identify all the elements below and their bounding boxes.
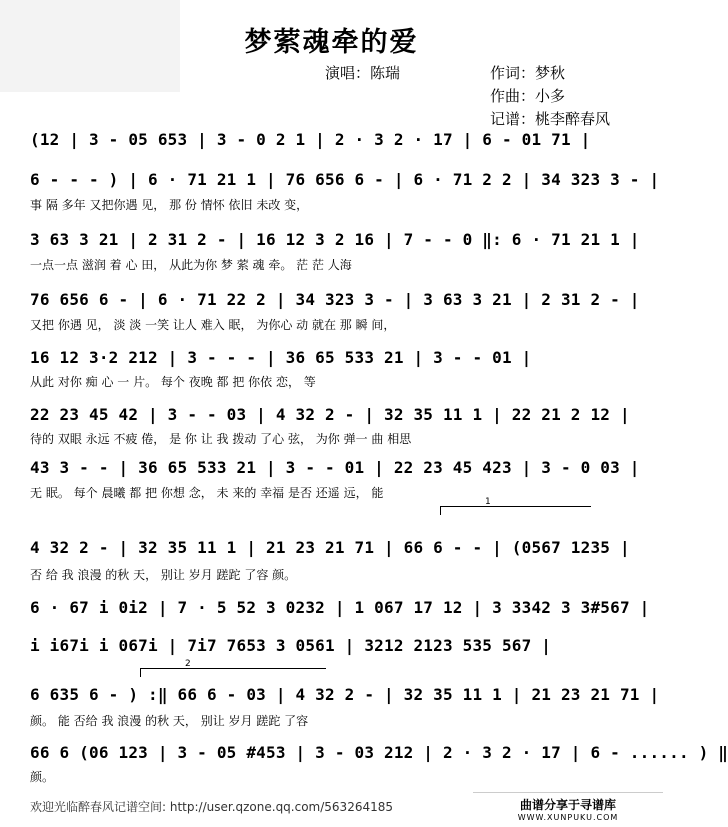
volta-label: 2	[185, 659, 191, 669]
lyric-line: 待的 双眼 永远 不疲 倦， 是 你 让 我 拨动 了心 弦， 为你 弹一 曲 相思	[30, 432, 412, 446]
score-line: 4 32 2 - | 32 35 11 1 | 21 23 21 71 | 66 6 - - | (0567 1235 |	[30, 538, 630, 557]
volta-bracket-1	[440, 497, 591, 515]
lyric-line: 颜。	[30, 770, 55, 784]
song-title: 梦萦魂牵的爱	[244, 27, 419, 58]
logo-main-text: 曲谱分享于寻谱库	[519, 798, 616, 812]
lyric-line: 又把 你遇 见， 淡 淡 一笑 让人 难入 眠， 为你心 动 就在 那 瞬 间，	[30, 318, 396, 332]
site-logo	[473, 792, 663, 827]
lyricist-credit: 作词：梦秋	[490, 64, 566, 82]
score-line: 16 12 3·2 212 | 3 - - - | 36 65 533 21 | 3 - - 01 |	[30, 348, 532, 367]
singer-credit: 演唱：陈瑞	[325, 64, 401, 82]
lyric-line: 颜。 能 否给 我 浪漫 的秋 天， 别让 岁月 蹉跎 了容	[30, 714, 309, 728]
score-line: 3 63 3 21 | 2 31 2 - | 16 12 3 2 16 | 7 - - 0 ‖: 6 · 71 21 1 |	[30, 230, 640, 249]
lyric-line: 一点一点 滋润 着 心 田， 从此为你 梦 萦 魂 牵。 茫 茫 人海	[30, 258, 352, 272]
logo-sub-text: WWW.XUNPUKU.COM	[517, 813, 619, 822]
volta-bracket-2	[140, 659, 326, 677]
score-line: 6 · 67 i 0i2 | 7 · 5 52 3 0232 | 1 067 17 12 | 3 3342 3 3#567 |	[30, 598, 650, 617]
score-line: 76 656 6 - | 6 · 71 22 2 | 34 323 3 - | 3 63 3 21 | 2 31 2 - |	[30, 290, 640, 309]
score-line: 66 6 (06 123 | 3 - 05 #453 | 3 - 03 212 | 2 · 3 2 · 17 | 6 - ...... ) ‖	[30, 743, 728, 762]
volta-label: 1	[485, 497, 491, 507]
lyric-line: 从此 对你 痴 心 一 片。 每个 夜晚 都 把 你依 恋， 等	[30, 375, 316, 389]
transcriber-credit: 记谱：桃李醉春风	[490, 110, 611, 128]
footer-link-text: 欢迎光临醉春风记谱空间: http://user.qzone.qq.com/563264185	[30, 800, 394, 814]
score-line: 43 3 - - | 36 65 533 21 | 3 - - 01 | 22 23 45 423 | 3 - 0 03 |	[30, 458, 640, 477]
lyric-line: 事 隔 多年 又把你遇 见， 那 份 情怀 依旧 未改 变，	[30, 198, 309, 212]
score-line: 6 - - - ) | 6 · 71 21 1 | 76 656 6 - | 6 · 71 2 2 | 34 323 3 - |	[30, 170, 660, 189]
score-line: 6 635 6 - ) :‖ 66 6 - 03 | 4 32 2 - | 32 35 11 1 | 21 23 21 71 |	[30, 685, 660, 704]
composer-credit: 作曲：小多	[490, 87, 566, 105]
lyric-line: 否 给 我 浪漫 的秋 天， 别让 岁月 蹉跎 了容 颜。	[30, 568, 297, 582]
score-line: (12 | 3 - 05 653 | 3 - 0 2 1 | 2 · 3 2 · 17 | 6 - 01 71 |	[30, 130, 591, 149]
score-line: 22 23 45 42 | 3 - - 03 | 4 32 2 - | 32 35 11 1 | 22 21 2 12 |	[30, 405, 630, 424]
lyric-line: 无 眠。 每个 晨曦 都 把 你想 念， 未 来的 幸福 是否 还遥 远， 能	[30, 486, 384, 500]
score-line: i i67i i 067i | 7i7 7653 3 0561 | 3212 2123 535 567 |	[30, 636, 552, 655]
